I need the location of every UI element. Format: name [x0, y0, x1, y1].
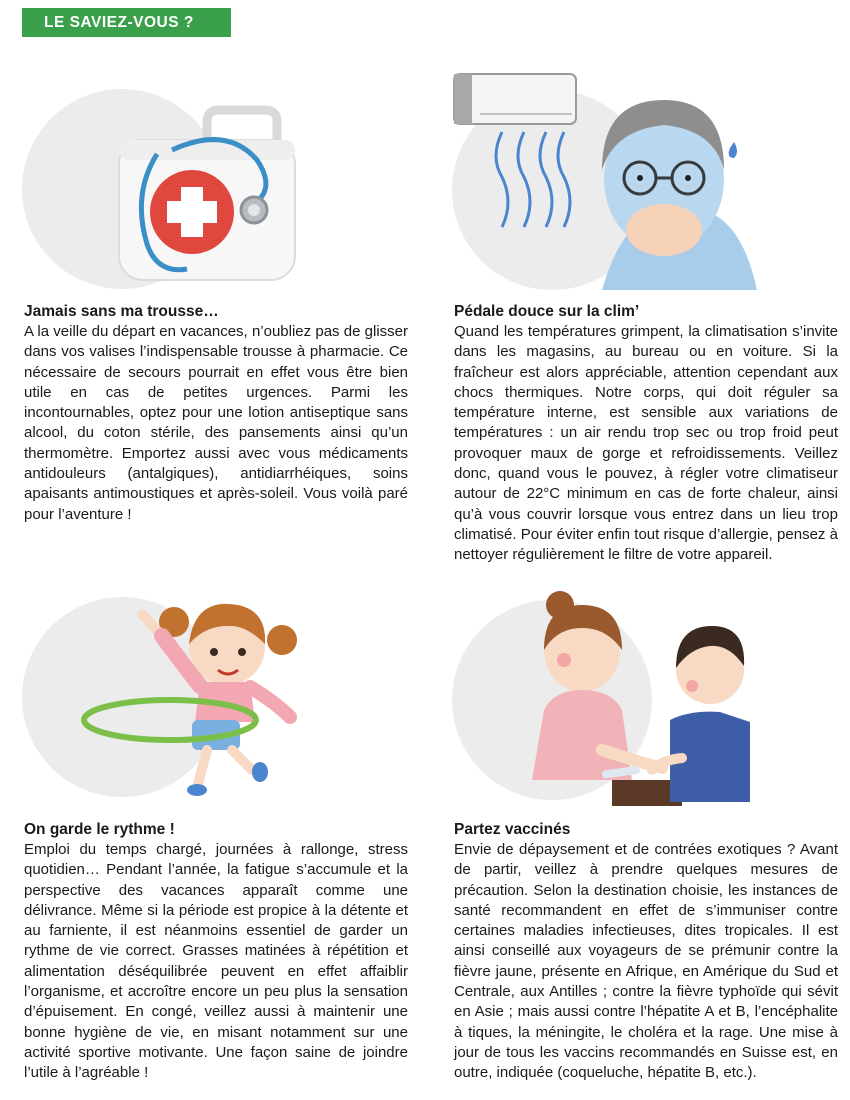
girl-hula-hoop-icon: [22, 592, 342, 812]
air-conditioner-illustration: [452, 70, 772, 290]
article-title: Jamais sans ma trousse…: [24, 303, 219, 320]
first-aid-kit-illustration: [22, 82, 342, 302]
article-air-conditioning: [454, 302, 838, 566]
section-banner: LE SAVIEZ-VOUS ?: [22, 8, 231, 37]
air-conditioner-cold-man-icon: [452, 70, 772, 290]
first-aid-kit-icon: [22, 82, 342, 302]
article-title: Partez vaccinés: [454, 821, 571, 838]
article-title: Pédale douce sur la clim’: [454, 303, 640, 320]
article-body: Emploi du temps chargé, journées à rallonge, stress quotidien… Pendant l’année, la fatigue s’accumule et la perspective des vacances apparaît comme une délivrance. Même si la période est propice à la détente et au farniente, il est néanmoins essentiel de garder un rythme de vie correct. Grasses matinées à répétition et alimentation déséquilibrée peuvent en effet affaiblir l’organisme, et accroître encore un peu plus la sensation d’épuisement. En congé, veillez aussi à maintenir une bonne hygiène de vie, en misant notamment sur une activité sportive motivante. Une façon saine de joindre l’utile à l’agréable !: [24, 841, 408, 1082]
article-body: Envie de dépaysement et de contrées exotiques ? Avant de partir, veillez à prendre quelques mesures de précaution. Selon la destination choisie, les instances de santé recommandent en effet de s’immuniser contre certaines maladies infectieuses, dites tropicales. Il est ainsi conseillé aux voyageurs de se prémunir contre la fièvre jaune, présente en Afrique, en Amérique du Sud et Centrale, aux Antilles ; contre la fièvre typhoïde qui sévit en Asie ; mais aussi contre l’hépatite A et B, l’encéphalite à tiques, la méningite, le choléra et la rage. Une mise à jour de tous les vaccins recommandés en Suisse est, en outre, indiquée (coqueluche, hépatite B, etc.).: [454, 841, 838, 1082]
article-body: A la veille du départ en vacances, n’oubliez pas de glisser dans vos valises l’indispensable trousse à pharmacie. Ce nécessaire de secours pourrait en effet vous être bien utile en cas de petites urgences. Parmi les incontournables, optez pour une lotion antiseptique sans alcool, du coton stérile, des pansements ainsi qu’un thermomètre. Emportez aussi avec vous médicaments antidouleurs (antalgiques), antidiarrhéiques, soins apaisants antimoustiques et après-soleil. Vous voilà paré pour l’aventure !: [24, 323, 408, 523]
girl-hula-hoop-illustration: [22, 592, 342, 812]
nurse-vaccination-boy-icon: [452, 590, 772, 810]
article-title: On garde le rythme !: [24, 821, 175, 838]
article-rhythm: [24, 820, 408, 1084]
article-first-aid-kit: [24, 302, 408, 525]
article-body: Quand les températures grimpent, la climatisation s’invite dans les magasins, au bureau ou en voiture. Si la fraîcheur est alors appréciable, attention cependant aux chocs thermiques. Notre corps, qui doit réguler sa température interne, est sensible aux variations de températures : un air rendu trop sec ou trop froid peut provoquer maux de gorge et refroidissements. Veillez donc, quand vous le pouvez, à régler votre climatiseur autour de 22°C minimum en cas de forte chaleur, ainsi qu’à vous couvrir lorsque vous entrez dans un lieu trop climatisé. Pour éviter enfin tout risque d’allergie, pensez à nettoyer régulièrement le filtre de votre appareil.: [454, 323, 838, 564]
vaccination-illustration: [452, 590, 772, 810]
article-vaccination: [454, 820, 838, 1084]
